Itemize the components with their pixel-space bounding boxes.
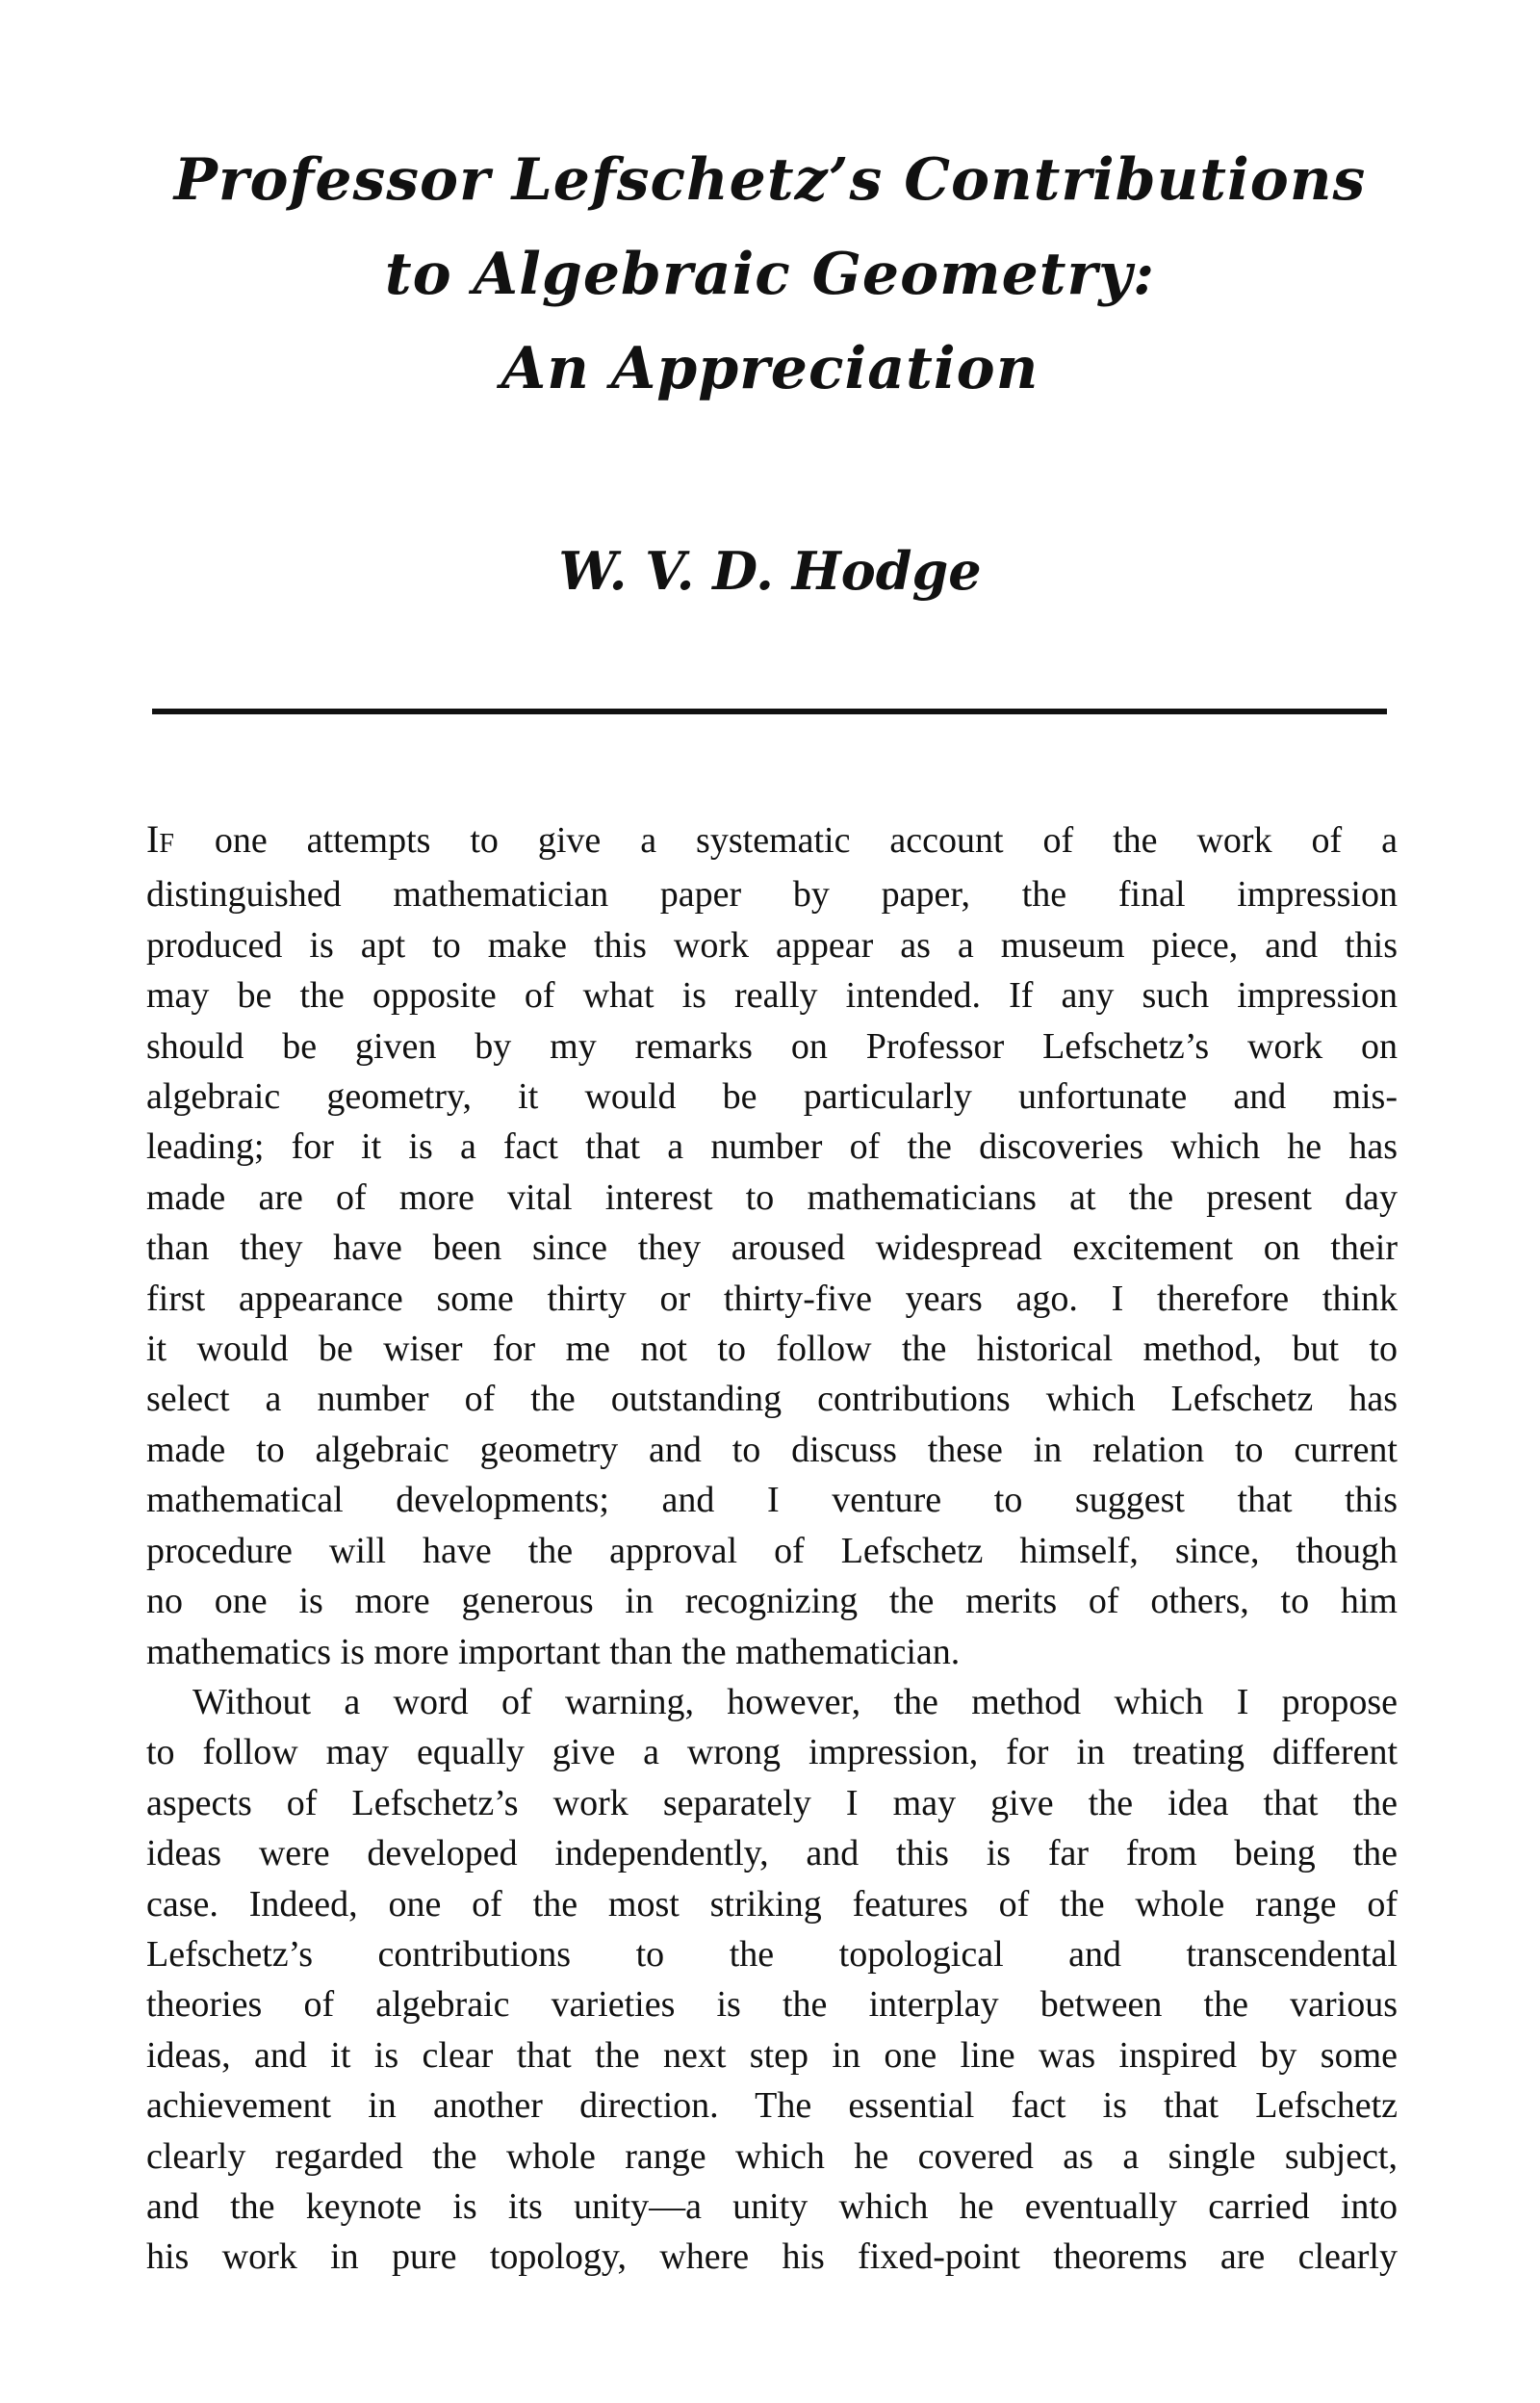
paragraph-1-line-1 (146, 814, 1398, 869)
paragraph-2-line: ideas, and it is clear that the next step in one line was inspired by some (146, 2034, 1398, 2076)
paragraph-1-line: it would be wiser for me not to follow the historical method, but to (146, 1329, 1398, 1370)
paragraph-2-line: his work in pure topology, where his fixed-point theorems are clearly (146, 2236, 1398, 2278)
title-rule (152, 709, 1387, 714)
author-name: W. V. D. Hodge (558, 540, 982, 602)
title-line-1: Professor Lefschetz’s Contributions (173, 146, 1367, 214)
paragraph-2-line: achievement in another direction. The essential fact is that Lefschetz (146, 2085, 1398, 2127)
paragraph-2-line: theories of algebraic varieties is the interplay between the various (146, 1984, 1398, 2026)
paragraph-1-line: leading; for it is a fact that a number of the discoveries which he has (146, 1126, 1398, 1168)
paragraph-2-line: Without a word of warning, however, the method which I propose (192, 1681, 1398, 1722)
paragraph-1-line: distinguished mathematician paper by paper, the final impression (146, 874, 1398, 916)
paragraph-1-line: no one is more generous in recognizing the merits of others, to him (146, 1581, 1398, 1622)
article-title (0, 133, 1540, 416)
paragraph-1-line: may be the opposite of what is really intended. If any such impression (146, 975, 1398, 1017)
paragraph-1-line: made are of more vital interest to mathematicians at the present day (146, 1176, 1398, 1218)
paragraph-2-line: aspects of Lefschetz’s work separately I may give the idea that the (146, 1782, 1398, 1823)
paragraph-1-line: procedure will have the approval of Lefschetz himself, since, though (146, 1530, 1398, 1571)
paragraph-1-first-line-text: one attempts to give a systematic account of the work of a (214, 820, 1398, 861)
title-line-3: An Appreciation (500, 335, 1040, 402)
paragraph-2-line: clearly regarded the whole range which he covered as a single subject, (146, 2135, 1398, 2177)
paragraph-1-line: mathematics is more important than the mathematician. (146, 1631, 961, 1672)
dropcap: IF (146, 817, 175, 861)
paragraph-2-line: case. Indeed, one of the most striking features of the whole range of (146, 1883, 1398, 1925)
paragraph-1-line: produced is apt to make this work appear as a museum piece, and this (146, 924, 1398, 966)
paragraph-2-line: ideas were developed independently, and this is far from being the (146, 1833, 1398, 1874)
paragraph-2-line: Lefschetz’s contributions to the topological and transcendental (146, 1933, 1398, 1975)
paragraph-2-line: and the keynote is its unity—a unity which he eventually carried into (146, 2185, 1398, 2227)
paragraph-1-line: than they have been since they aroused widespread excitement on their (146, 1227, 1398, 1269)
paragraph-1-line: made to algebraic geometry and to discuss these in relation to current (146, 1429, 1398, 1470)
paragraph-1-line: mathematical developments; and I venture to suggest that this (146, 1480, 1398, 1521)
paragraph-1-line: should be given by my remarks on Professor Lefschetz’s work on (146, 1025, 1398, 1067)
paragraph-1-line: algebraic geometry, it would be particularly unfortunate and mis- (146, 1076, 1398, 1118)
paragraph-1-line: select a number of the outstanding contributions which Lefschetz has (146, 1379, 1398, 1420)
paragraph-1-line: first appearance some thirty or thirty-five years ago. I therefore think (146, 1278, 1398, 1319)
article-body (146, 814, 1398, 2283)
title-line-2: to Algebraic Geometry: (384, 241, 1156, 308)
paragraph-2-line: to follow may equally give a wrong impression, for in treating different (146, 1732, 1398, 1773)
